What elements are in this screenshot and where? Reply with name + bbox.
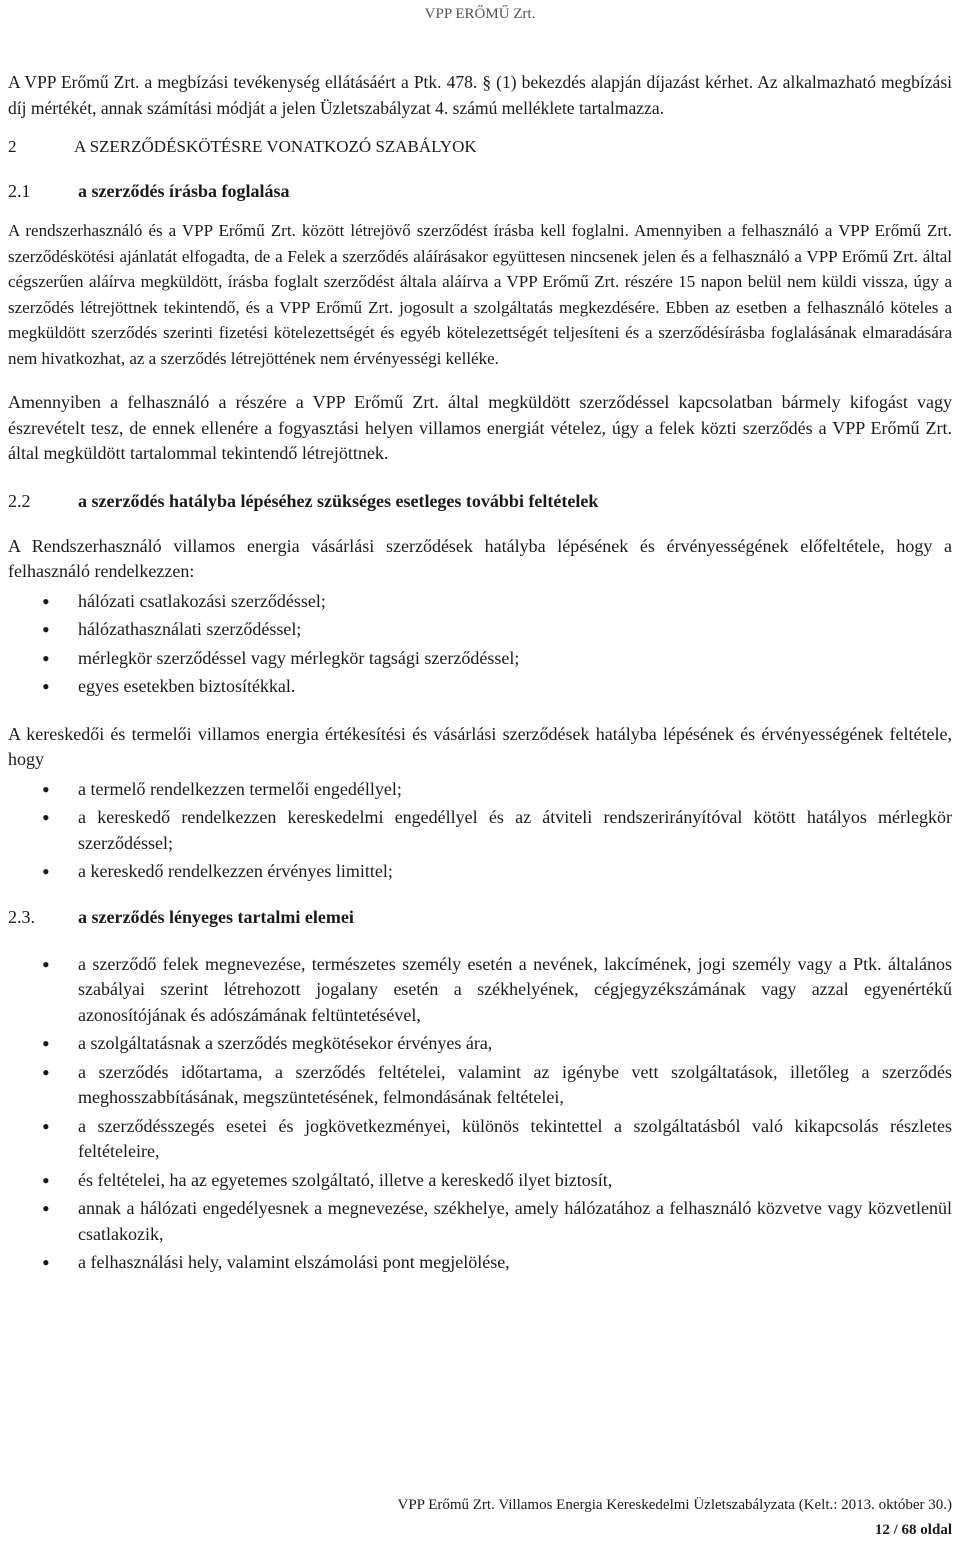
section-2-1-heading — [8, 181, 952, 202]
list-item: • a szerződés időtartama, a szerződés feltételei, valamint az igénybe vett szolgáltatások, illetőleg a szerződés meghosszabbításának, megszüntetésének, felmondásának feltételei, — [8, 1060, 952, 1111]
intro-paragraph: A VPP Erőmű Zrt. a megbízási tevékenység ellátásáért a Ptk. 478. § (1) bekezdés alapján díjazást kérhet. Az alkalmazható megbízási díj mértékét, annak számítási módját a jelen Üzletszabályzat 4. számú melléklete tartalmazza. — [8, 72, 952, 118]
section-2-1-number: 2.1 — [8, 181, 31, 201]
section-2-2-list-1 — [8, 589, 952, 700]
section-2-2-list-2 — [8, 777, 952, 885]
section-2-number: 2 — [8, 137, 17, 156]
page-footer: VPP Erőmű Zrt. Villamos Energia Kereskedelmi Üzletszabályzata (Kelt.: 2013. október 30.) — [397, 1497, 952, 1513]
section-2-2-heading — [8, 491, 952, 512]
section-2-title: A SZERZŐDÉSKÖTÉSRE VONATKOZÓ SZABÁLYOK — [74, 137, 477, 156]
section-2-3-title: a szerződés lényeges tartalmi elemei — [78, 906, 354, 927]
page-number: 12 / 68 oldal — [874, 1522, 952, 1538]
section-2-1-paragraph-1: A rendszerhasználó és a VPP Erőmű Zrt. között létrejövő szerződést írásba kell foglalni. Amennyiben a felhasználó a VPP Erőmű Zrt. szerződéskötési ajánlatát elfogadta, de a Felek a szerződés aláírásakor együttesen nincsenek jelen és a felhasználó a VPP Erőmű Zrt. által cégszerűen aláírva megküldött, írásba foglalt szerződést általa aláírva a VPP Erőmű Zrt. részére 15 napon belül nem küldi vissza, úgy a szerződés létrejöttnek tekintendő, és a VPP Erőmű Zrt. jogosult a szolgáltatás megkezdésére. Ebben az esetben a felhasználó köteles a megküldött szerződés szerinti fizetési kötelezettségét és egyéb kötelezettségét teljesíteni és a szerződésírásba foglalásának elmaradására nem hivatkozhat, az a szerződés létrejöttének nem érvényességi kelléke. — [8, 221, 952, 368]
list-item: • mérlegkör szerződéssel vagy mérlegkör tagsági szerződéssel; — [8, 646, 952, 672]
section-2-3-list — [8, 952, 952, 1276]
document-body — [8, 70, 952, 1279]
section-2-heading — [8, 137, 952, 157]
section-2-2-paragraph-1: A Rendszerhasználó villamos energia vásárlási szerződések hatályba lépésének és érvényességének előfeltétele, hogy a felhasználó rendelkezzen: — [8, 535, 952, 581]
list-item: • a kereskedő rendelkezzen kereskedelmi engedéllyel és az átviteli rendszerirányítóval kötött hatályos mérlegkör szerződéssel; — [8, 805, 952, 856]
list-item: • a szolgáltatásnak a szerződés megkötésekor érvényes ára, — [8, 1031, 952, 1057]
list-item: • egyes esetekben biztosítékkal. — [8, 674, 952, 700]
page-header: VPP ERŐMŰ Zrt. — [424, 6, 536, 22]
list-item: • a szerződésszegés esetei és jogkövetkezményei, különös tekintettel a szolgáltatásból való kikapcsolás részletes feltételeire, — [8, 1114, 952, 1165]
section-2-2-paragraph-2: A kereskedői és termelői villamos energia értékesítési és vásárlási szerződések hatályba lépésének és érvényességének feltétele, hogy — [8, 723, 952, 769]
list-item: • hálózati csatlakozási szerződéssel; — [8, 589, 952, 615]
section-2-3-heading — [8, 907, 952, 928]
list-item: • a kereskedő rendelkezzen érvényes limittel; — [8, 859, 952, 885]
section-2-2-number: 2.2 — [8, 490, 31, 511]
section-2-1-paragraph-2: Amennyiben a felhasználó a részére a VPP Erőmű Zrt. által megküldött szerződéssel kapcsolatban bármely kifogást vagy észrevételt tesz, de ennek ellenére a fogyasztási helyen villamos energiát vételez, úgy a felek közti szerződés a VPP Erőmű Zrt. által megküldött tartalommal tekintendő létrejöttnek. — [8, 392, 952, 463]
list-item: • a termelő rendelkezzen termelői engedéllyel; — [8, 777, 952, 803]
section-2-3-number: 2.3. — [8, 906, 35, 927]
list-item: • és feltételei, ha az egyetemes szolgáltató, illetve a kereskedő ilyet biztosít, — [8, 1168, 952, 1194]
list-item: • annak a hálózati engedélyesnek a megnevezése, székhelye, amely hálózatához a felhasználó közvetve vagy közvetlenül csatlakozik, — [8, 1196, 952, 1247]
list-item: • a szerződő felek megnevezése, természetes személy esetén a nevének, lakcímének, jogi személy vagy a Ptk. általános szabályai szerint létrehozott jogalany esetén a székhelyének, cégjegyzékszámának vagy azzal egyenértékű azonosítójának és adószámának feltüntetésével, — [8, 952, 952, 1029]
section-2-2-title: a szerződés hatályba lépéséhez szükséges esetleges további feltételek — [78, 490, 599, 511]
list-item: • a felhasználási hely, valamint elszámolási pont megjelölése, — [8, 1250, 952, 1276]
list-item: • hálózathasználati szerződéssel; — [8, 617, 952, 643]
section-2-1-title: a szerződés írásba foglalása — [78, 181, 290, 201]
